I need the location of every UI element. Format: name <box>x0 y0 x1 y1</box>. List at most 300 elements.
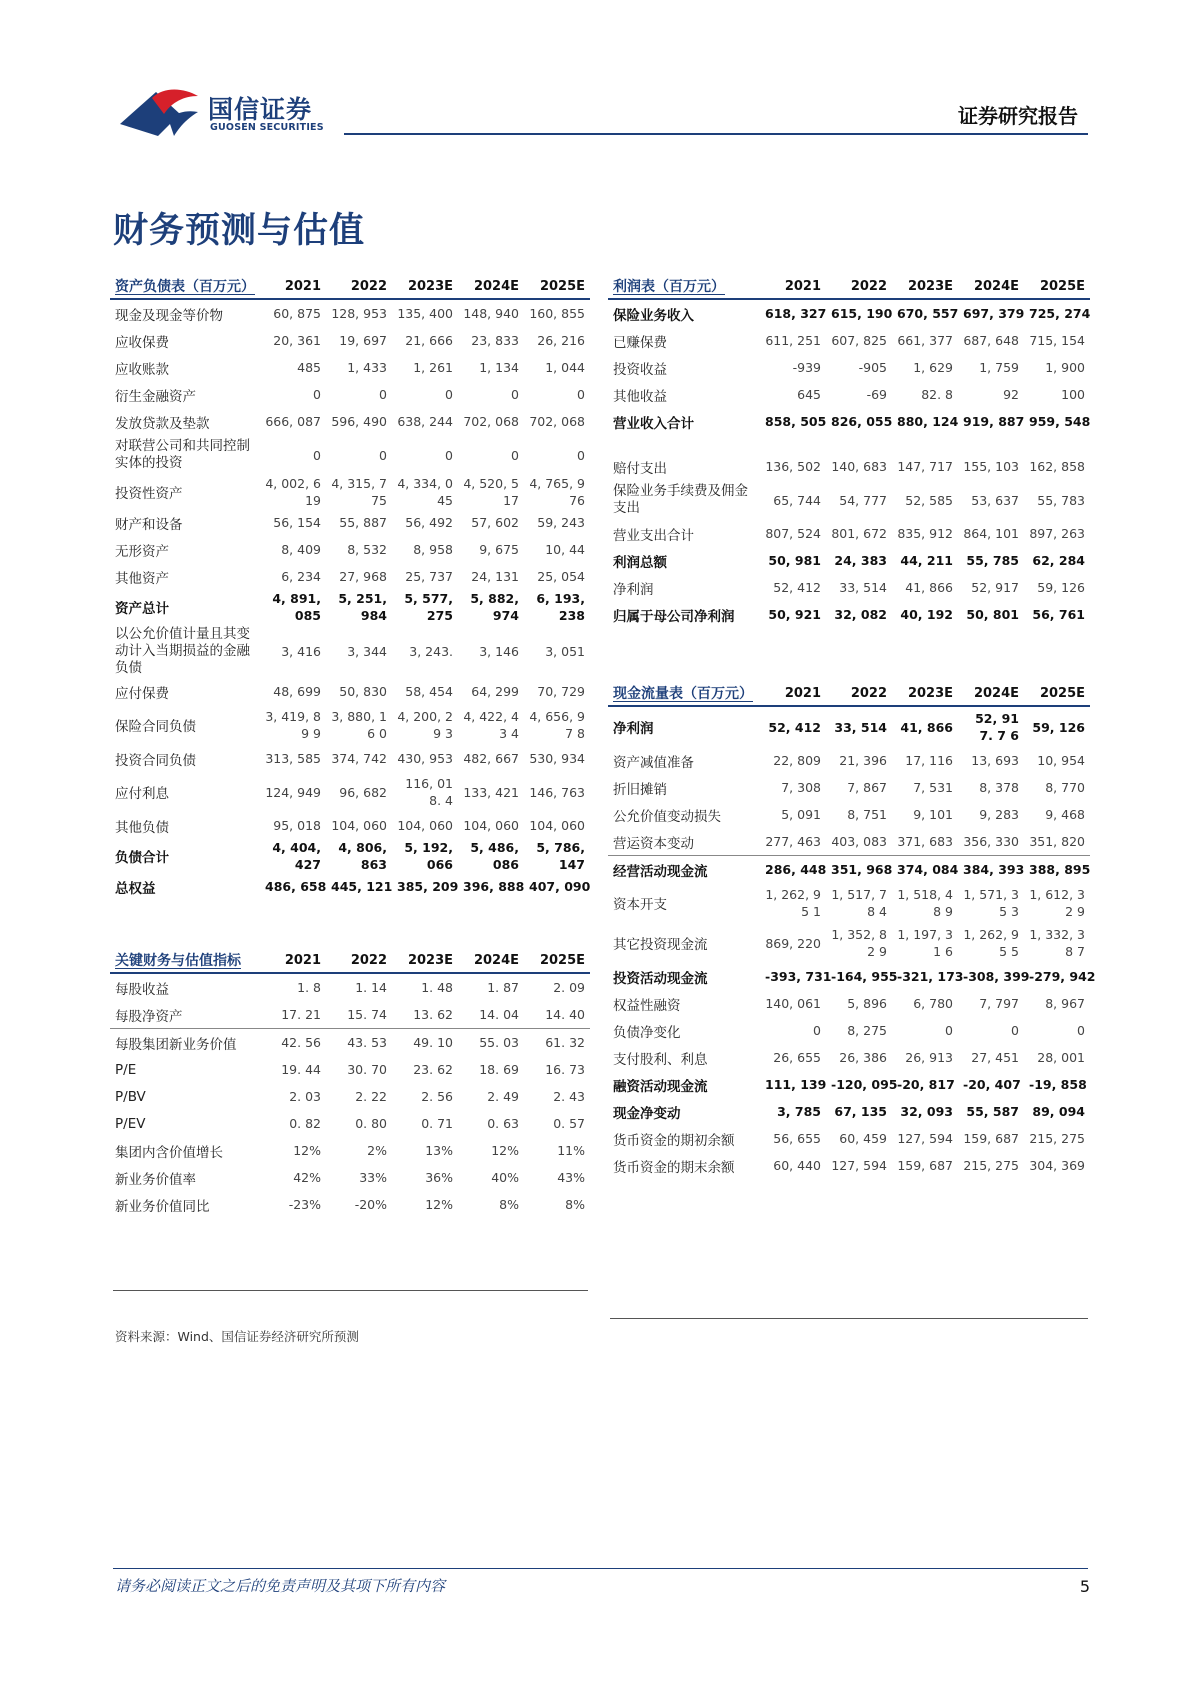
cell-value: 50, 801 <box>966 607 1019 622</box>
cell-value: 4, 315, 775 <box>331 476 387 508</box>
cell-value: 618, 327 <box>765 306 827 321</box>
cell-value: 2. 22 <box>355 1089 387 1104</box>
cell-value: 32, 082 <box>834 607 887 622</box>
cell-value: 32, 093 <box>900 1104 953 1119</box>
year-header: 2021 <box>760 681 826 706</box>
row-label: 归属于母公司净利润 <box>613 608 735 625</box>
cell-value: 807, 524 <box>765 526 821 541</box>
cell-value: 8, 958 <box>413 542 453 557</box>
cell-value: 15. 74 <box>326 1001 392 1029</box>
table-row <box>110 772 590 812</box>
cell-value: 9, 468 <box>1045 807 1085 822</box>
cell-value: 2. 49 <box>487 1089 519 1104</box>
table-row <box>110 973 590 1001</box>
cell-value: 1, 900 <box>1045 360 1085 375</box>
cell-value: 4, 765, 976 <box>529 476 585 508</box>
cell-value: 12% <box>293 1143 321 1158</box>
cell-value: 2. 43 <box>553 1089 585 1104</box>
cell-value: 687, 648 <box>963 333 1019 348</box>
table-row <box>608 1098 1090 1125</box>
cell-value: 801, 672 <box>831 526 887 541</box>
cell-value: 0 <box>445 447 453 463</box>
income-statement-table <box>608 274 1090 628</box>
cell-value: 351, 820 <box>1024 828 1090 856</box>
cell-value: 24, 131 <box>471 569 519 584</box>
year-header: 2024E <box>958 274 1024 299</box>
cell-value: 1, 759 <box>979 360 1019 375</box>
table-row <box>608 706 1090 747</box>
cell-value: 5, 091 <box>781 807 821 822</box>
cell-value: 44, 211 <box>900 553 953 568</box>
year-header: 2022 <box>326 274 392 299</box>
row-label: 资本开支 <box>613 897 667 913</box>
cell-value: 6, 234 <box>281 569 321 584</box>
cell-value: 1, 433 <box>347 360 387 375</box>
row-label: 赔付支出 <box>613 460 667 477</box>
cell-value: 33, 514 <box>834 719 887 735</box>
cell-value: 0 <box>511 387 519 402</box>
cell-value: 26, 386 <box>839 1050 887 1065</box>
cell-value: 3, 344 <box>347 643 387 659</box>
table-row <box>110 1001 590 1029</box>
row-label: 现金及现金等价物 <box>115 307 223 324</box>
cell-value: 0 <box>445 387 453 402</box>
cell-value: 4, 334, 045 <box>397 476 453 508</box>
cell-value: 54, 777 <box>839 492 887 508</box>
cell-value: 2. 56 <box>421 1089 453 1104</box>
cell-value: 52, 917 <box>971 580 1019 595</box>
cell-value: 351, 968 <box>831 862 893 877</box>
cell-value: 104, 060 <box>331 818 387 833</box>
cell-value: 8, 751 <box>847 807 887 822</box>
cell-value: 1, 518, 48 9 <box>897 887 953 919</box>
cell-value: 5, 896 <box>847 996 887 1011</box>
cell-value: 8% <box>499 1197 519 1212</box>
cell-value: 0 <box>313 387 321 402</box>
cell-value: 155, 103 <box>963 459 1019 474</box>
cell-value: -20, 407 <box>963 1077 1021 1092</box>
cell-value: 1, 197, 31 6 <box>897 927 953 959</box>
cell-value: 41, 866 <box>900 719 953 735</box>
logo <box>118 84 328 140</box>
cell-value: 1, 352, 82 9 <box>831 927 887 959</box>
cell-value: 697, 379 <box>963 306 1025 321</box>
table-title: 资产负债表（百万元） <box>110 274 260 299</box>
cell-value: 2. 03 <box>289 1089 321 1104</box>
table-row <box>110 299 590 327</box>
cell-value: 10, 954 <box>1037 753 1085 768</box>
cell-value: 4, 806, 863 <box>338 840 387 872</box>
cell-value: 445, 121 <box>331 879 393 894</box>
cell-value: 116, 018. 4 <box>405 776 453 808</box>
cell-value: 0. 71 <box>421 1116 453 1131</box>
cell-value: 0 <box>577 447 585 463</box>
row-label: 经营活动现金流 <box>613 863 708 880</box>
table-row <box>110 812 590 839</box>
cell-value: 50, 830 <box>339 684 387 699</box>
cell-value: 140, 061 <box>765 996 821 1011</box>
cell-value: 33% <box>359 1170 387 1185</box>
cell-value: 140, 683 <box>831 459 887 474</box>
table-title: 关键财务与估值指标 <box>110 948 260 973</box>
table-row <box>608 1017 1090 1044</box>
report-type: 证券研究报告 <box>958 104 1078 128</box>
cell-value: 62, 284 <box>1032 553 1085 568</box>
cell-value: 70, 729 <box>537 684 585 699</box>
cell-value: 880, 124 <box>897 414 959 429</box>
cell-value: 384, 393 <box>963 862 1025 877</box>
cell-value: 64, 299 <box>471 684 519 699</box>
cell-value: 89, 094 <box>1032 1104 1085 1119</box>
cell-value: -120, 095 <box>831 1077 898 1092</box>
year-header: 2023E <box>892 681 958 706</box>
table-row <box>608 520 1090 547</box>
cell-value: 55, 587 <box>966 1104 1019 1119</box>
table-row <box>608 963 1090 990</box>
cell-value: 1, 134 <box>479 360 519 375</box>
cell-value: 13, 693 <box>971 753 1019 768</box>
cell-value: 0 <box>379 447 387 463</box>
table-row <box>608 601 1090 628</box>
cell-value: 5, 251, 984 <box>338 591 387 623</box>
spacer-row <box>608 435 1090 453</box>
cell-value: 56, 655 <box>773 1131 821 1146</box>
table-header-row <box>608 681 1090 706</box>
cell-value: 20, 361 <box>273 333 321 348</box>
cell-value: 1, 517, 78 4 <box>831 887 887 919</box>
cell-value: 403, 083 <box>826 828 892 856</box>
row-label: 净利润 <box>613 581 654 598</box>
cell-value: 396, 888 <box>463 879 525 894</box>
row-label: 负债合计 <box>115 850 169 866</box>
row-label: 发放贷款及垫款 <box>115 415 210 432</box>
cell-value: 49. 10 <box>413 1035 453 1050</box>
cell-value: 19. 44 <box>281 1062 321 1077</box>
cell-value: 21, 396 <box>839 753 887 768</box>
row-label: 应付利息 <box>115 786 169 802</box>
cell-value: 661, 377 <box>897 333 953 348</box>
row-label: 资产总计 <box>115 601 169 617</box>
table-row <box>110 435 590 475</box>
table-row <box>110 408 590 435</box>
cell-value: 13. 62 <box>392 1001 458 1029</box>
cell-value: 61. 32 <box>545 1035 585 1050</box>
cell-value: 56, 154 <box>273 515 321 530</box>
cell-value: 0 <box>577 387 585 402</box>
cell-value: 27, 968 <box>339 569 387 584</box>
year-header: 2023E <box>392 274 458 299</box>
disclaimer: 请务必阅读正文之后的免责声明及其项下所有内容 <box>115 1577 446 1595</box>
cell-value: 9, 101 <box>913 807 953 822</box>
year-header: 2024E <box>458 948 524 973</box>
table-row <box>110 1083 590 1110</box>
cell-value: 0 <box>1077 1023 1085 1038</box>
table-header-row <box>110 948 590 973</box>
cell-value: 215, 275 <box>1029 1131 1085 1146</box>
year-header: 2025E <box>1024 274 1090 299</box>
cell-value: 4, 656, 97 8 <box>529 709 585 741</box>
cell-value: 1. 48 <box>421 980 453 995</box>
cell-value: 146, 763 <box>529 784 585 800</box>
cell-value: 9, 283 <box>979 807 1019 822</box>
cell-value: 7, 531 <box>913 780 953 795</box>
row-label: 保险业务手续费及佣金支出 <box>613 483 748 516</box>
cell-value: 52, 412 <box>773 580 821 595</box>
cell-value: 8, 770 <box>1045 780 1085 795</box>
table-row <box>110 705 590 745</box>
cell-value: 286, 448 <box>765 862 827 877</box>
footer-divider <box>113 1568 1088 1569</box>
page-title: 财务预测与估值 <box>113 211 366 251</box>
cell-value: 60, 459 <box>839 1131 887 1146</box>
cell-value: 50, 921 <box>768 607 821 622</box>
key-metrics-table <box>110 948 590 1218</box>
cell-value: 1, 629 <box>913 360 953 375</box>
cell-value: 645 <box>797 387 821 402</box>
table-row <box>110 1137 590 1164</box>
cell-value: 2. 09 <box>553 980 585 995</box>
cell-value: 5, 786, 147 <box>536 840 585 872</box>
cell-value: 4, 891, 085 <box>272 591 321 623</box>
cell-value: 42% <box>293 1170 321 1185</box>
cell-value: 11% <box>557 1143 585 1158</box>
cell-value: 835, 912 <box>897 526 953 541</box>
cell-value: 52, 917. 7 6 <box>975 711 1019 743</box>
cell-value: 41, 866 <box>905 580 953 595</box>
cell-value: 826, 055 <box>831 414 893 429</box>
cell-value: 43. 53 <box>347 1035 387 1050</box>
table-row <box>110 381 590 408</box>
cell-value: 7, 797 <box>979 996 1019 1011</box>
cell-value: 13% <box>425 1143 453 1158</box>
row-label: 无形资产 <box>115 543 169 560</box>
cell-value: 22, 809 <box>773 753 821 768</box>
row-label: 应收保费 <box>115 334 169 351</box>
year-header: 2022 <box>826 274 892 299</box>
row-label: 以公允价值计量且其变动计入当期损益的金融负债 <box>115 625 250 676</box>
cell-value: 388, 895 <box>1029 862 1091 877</box>
cell-value: 858, 505 <box>765 414 827 429</box>
year-header: 2022 <box>326 948 392 973</box>
balance-sheet-body <box>110 299 590 900</box>
cell-value: 277, 463 <box>760 828 826 856</box>
cell-value: 0 <box>313 447 321 463</box>
cell-value: 96, 682 <box>339 784 387 800</box>
cell-value: 12% <box>491 1143 519 1158</box>
cell-value: 40, 192 <box>900 607 953 622</box>
table-row <box>608 1044 1090 1071</box>
row-label: 其他负债 <box>115 819 169 836</box>
table-row <box>608 923 1090 963</box>
cell-value: 611, 251 <box>765 333 821 348</box>
cell-value: 530, 934 <box>529 751 585 766</box>
cell-value: 3, 880, 16 0 <box>331 709 387 741</box>
table-row <box>608 1071 1090 1098</box>
cell-value: 133, 421 <box>463 784 519 800</box>
logo-text-cn: 国信证券 <box>208 95 313 124</box>
cell-value: 104, 060 <box>397 818 453 833</box>
cell-value: 36% <box>425 1170 453 1185</box>
table-row <box>608 327 1090 354</box>
row-label: 投资性资产 <box>115 486 183 502</box>
row-label: 权益性融资 <box>613 997 681 1014</box>
year-header: 2023E <box>892 274 958 299</box>
cell-value: 8, 967 <box>1045 996 1085 1011</box>
cell-value: 9, 675 <box>479 542 519 557</box>
cell-value: 60, 440 <box>773 1158 821 1173</box>
page-number: 5 <box>1079 1577 1090 1596</box>
cell-value: 869, 220 <box>765 935 821 951</box>
cell-value: 58, 454 <box>405 684 453 699</box>
cell-value: 55, 785 <box>966 553 1019 568</box>
year-header: 2021 <box>260 274 326 299</box>
cell-value: 5, 577, 275 <box>404 591 453 623</box>
row-label: 财产和设备 <box>115 516 183 533</box>
table-header-row <box>110 274 590 299</box>
row-label: P/EV <box>115 1115 146 1132</box>
cell-value: 148, 940 <box>463 306 519 321</box>
cell-value: 1, 612, 32 9 <box>1029 887 1085 919</box>
cell-value: 407, 090 <box>529 879 591 894</box>
row-label: 衍生金融资产 <box>115 388 196 405</box>
year-header: 2021 <box>760 274 826 299</box>
table-row <box>110 1191 590 1218</box>
cell-value: 18. 69 <box>479 1062 519 1077</box>
row-label: 其它投资现金流 <box>613 937 708 953</box>
cell-value: 702, 068 <box>463 414 519 429</box>
cell-value: 4, 200, 29 3 <box>397 709 453 741</box>
row-label: 每股集团新业务价值 <box>115 1036 237 1053</box>
table-row <box>110 839 590 873</box>
row-label: 支付股利、利息 <box>613 1051 708 1068</box>
cell-value: 638, 244 <box>397 414 453 429</box>
cell-value: -939 <box>792 360 821 375</box>
cell-value: 1, 332, 38 7 <box>1029 927 1085 959</box>
row-label: 融资活动现金流 <box>613 1078 708 1095</box>
table-row <box>608 747 1090 774</box>
cell-value: 17. 21 <box>260 1001 326 1029</box>
cell-value: 57, 602 <box>471 515 519 530</box>
row-label: 营业支出合计 <box>613 527 694 544</box>
cash-flow-table <box>608 681 1096 1179</box>
table-row <box>608 828 1090 856</box>
cell-value: 8, 409 <box>281 542 321 557</box>
cell-value: 897, 263 <box>1029 526 1085 541</box>
cell-value: 374, 084 <box>897 862 959 877</box>
row-label: 其他资产 <box>115 570 169 587</box>
table-row <box>110 1056 590 1083</box>
cell-value: 14. 40 <box>524 1001 590 1029</box>
balance-sheet-table <box>110 274 590 900</box>
row-label: 总权益 <box>115 880 156 897</box>
cell-value: 3, 146 <box>479 643 519 659</box>
cell-value: 27, 451 <box>971 1050 1019 1065</box>
cell-value: 1. 87 <box>487 980 519 995</box>
cell-value: 124, 949 <box>265 784 321 800</box>
cell-value: 42. 56 <box>281 1035 321 1050</box>
row-label: 营运资本变动 <box>608 828 760 856</box>
cell-value: 59, 126 <box>1037 580 1085 595</box>
cell-value: 666, 087 <box>265 414 321 429</box>
cell-value: -279, 942 <box>1029 969 1096 984</box>
table-row <box>608 299 1090 327</box>
cell-value: 959, 548 <box>1029 414 1091 429</box>
cell-value: 702, 068 <box>529 414 585 429</box>
cell-value: 82. 8 <box>921 387 953 402</box>
cell-value: 60, 875 <box>273 306 321 321</box>
row-label: 集团内含价值增长 <box>115 1144 223 1161</box>
cell-value: 1, 044 <box>545 360 585 375</box>
cell-value: 136, 502 <box>765 459 821 474</box>
year-header: 2025E <box>524 274 590 299</box>
cell-value: 56, 761 <box>1032 607 1085 622</box>
cell-value: 50, 981 <box>768 553 821 568</box>
cell-value: 26, 913 <box>905 1050 953 1065</box>
cell-value: 430, 953 <box>397 751 453 766</box>
cell-value: 6, 780 <box>913 996 953 1011</box>
table-row <box>608 774 1090 801</box>
table-row <box>110 1110 590 1137</box>
cell-value: 26, 216 <box>537 333 585 348</box>
year-header: 2025E <box>524 948 590 973</box>
cell-value: 596, 490 <box>331 414 387 429</box>
cell-value: 48, 699 <box>273 684 321 699</box>
cell-value: 160, 855 <box>529 306 585 321</box>
cell-value: -321, 173 <box>897 969 964 984</box>
guosen-logo-icon <box>118 84 204 140</box>
income-statement-body <box>608 299 1090 628</box>
cell-value: 25, 737 <box>405 569 453 584</box>
cell-value: 111, 139 <box>765 1077 827 1092</box>
cell-value: 607, 825 <box>831 333 887 348</box>
cash-flow-body <box>608 706 1096 1179</box>
cell-value: 14. 04 <box>458 1001 524 1029</box>
cell-value: 127, 594 <box>897 1131 953 1146</box>
cell-value: 4, 002, 619 <box>265 476 321 508</box>
cell-value: 65, 744 <box>773 492 821 508</box>
table-row <box>110 327 590 354</box>
table-row <box>110 1164 590 1191</box>
cell-value: 24, 383 <box>834 553 887 568</box>
cell-value: 10, 44 <box>545 542 585 557</box>
cell-value: 40% <box>491 1170 519 1185</box>
cell-value: 0. 63 <box>487 1116 519 1131</box>
row-label: 保险合同负债 <box>115 719 196 735</box>
table-row <box>608 990 1090 1017</box>
year-header: 2025E <box>1024 681 1090 706</box>
row-label: 投资合同负债 <box>115 752 196 769</box>
cell-value: 5, 486, 086 <box>470 840 519 872</box>
cell-value: 162, 858 <box>1029 459 1085 474</box>
cell-value: 1, 261 <box>413 360 453 375</box>
table-row <box>608 1125 1090 1152</box>
cell-value: 100 <box>1061 387 1085 402</box>
row-label: 已赚保费 <box>613 334 667 351</box>
cell-value: 127, 594 <box>831 1158 887 1173</box>
cell-value: 52, 412 <box>768 719 821 735</box>
cell-value: 92 <box>1003 387 1019 402</box>
cell-value: 159, 687 <box>963 1131 1019 1146</box>
table-row <box>608 801 1090 828</box>
cell-value: 26, 655 <box>773 1050 821 1065</box>
row-label: 新业务价值率 <box>115 1171 196 1188</box>
cell-value: 3, 785 <box>777 1104 821 1119</box>
key-metrics-body <box>110 973 590 1218</box>
table-header-row <box>608 274 1090 299</box>
cell-value: 30. 70 <box>347 1062 387 1077</box>
cell-value: 55. 03 <box>479 1035 519 1050</box>
cell-value: 8, 532 <box>347 542 387 557</box>
